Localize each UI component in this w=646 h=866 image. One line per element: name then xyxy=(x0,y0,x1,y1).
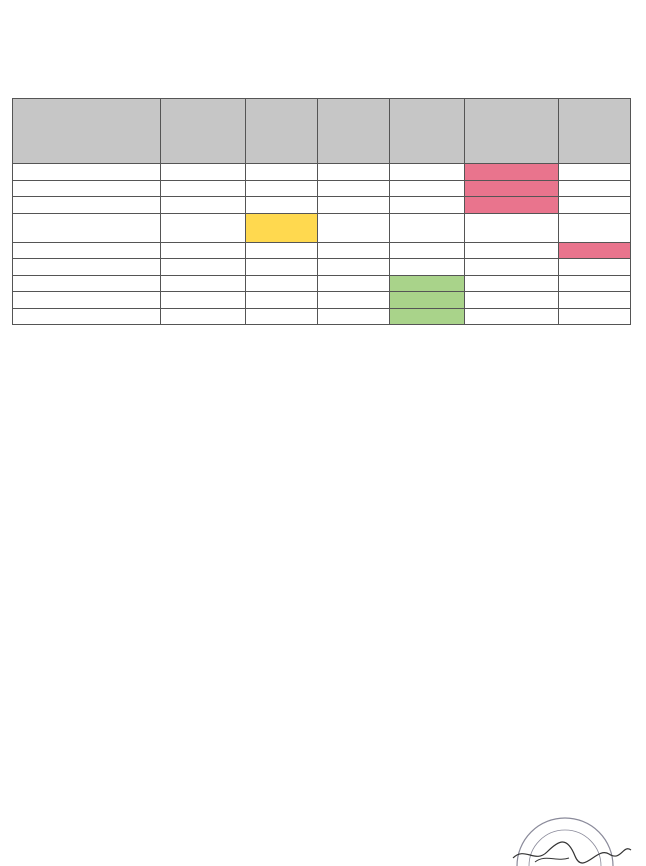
cell-1ere xyxy=(390,292,465,309)
cell-cap xyxy=(246,308,318,325)
header-3e-prepa xyxy=(161,99,246,164)
cell-cap xyxy=(246,197,318,214)
row-date xyxy=(13,197,161,214)
cell-cap xyxy=(246,242,318,259)
cell-3e-prepa xyxy=(161,259,246,276)
cell-terminale xyxy=(465,308,559,325)
header-date xyxy=(13,99,161,164)
cell-terminale xyxy=(465,180,559,197)
cell-2nde xyxy=(318,242,390,259)
cell-3e-prepa xyxy=(161,308,246,325)
row-date xyxy=(13,242,161,259)
registration-calendar-table xyxy=(12,98,631,325)
cell-cap xyxy=(246,164,318,181)
cell-2nde xyxy=(318,197,390,214)
cell-terminale xyxy=(465,197,559,214)
cell-cap xyxy=(246,275,318,292)
cell-2nde xyxy=(318,275,390,292)
cell-1ere xyxy=(390,164,465,181)
row-date xyxy=(13,259,161,276)
cell-2nde xyxy=(318,164,390,181)
cell-1ere xyxy=(390,275,465,292)
cell-bts xyxy=(559,275,631,292)
table-row xyxy=(13,213,631,242)
cell-3e-prepa xyxy=(161,292,246,309)
document-header xyxy=(22,5,636,19)
cell-3e-prepa xyxy=(161,275,246,292)
cell-bts xyxy=(559,292,631,309)
table-row xyxy=(13,275,631,292)
cell-bts xyxy=(559,242,631,259)
cell-3e-prepa xyxy=(161,213,246,242)
cell-3e-prepa xyxy=(161,242,246,259)
table-row xyxy=(13,292,631,309)
table-row xyxy=(13,242,631,259)
cell-1ere xyxy=(390,259,465,276)
header-1ere-bac-pro xyxy=(390,99,465,164)
cell-bts xyxy=(559,180,631,197)
table-row xyxy=(13,308,631,325)
cell-cap xyxy=(246,180,318,197)
cell-1ere xyxy=(390,242,465,259)
cell-2nde xyxy=(318,259,390,276)
cell-terminale xyxy=(465,275,559,292)
cell-bts xyxy=(559,197,631,214)
cell-2nde xyxy=(318,180,390,197)
cell-3e-prepa xyxy=(161,180,246,197)
cell-cap xyxy=(246,213,318,242)
row-date xyxy=(13,164,161,181)
header-bts-gtla xyxy=(559,99,631,164)
row-date xyxy=(13,180,161,197)
cell-2nde xyxy=(318,292,390,309)
cell-1ere xyxy=(390,308,465,325)
header-cap xyxy=(246,99,318,164)
cell-cap xyxy=(246,259,318,276)
cell-1ere xyxy=(390,213,465,242)
cell-cap xyxy=(246,292,318,309)
cell-bts xyxy=(559,164,631,181)
table-row xyxy=(13,164,631,181)
cell-3e-prepa xyxy=(161,197,246,214)
cell-1ere xyxy=(390,180,465,197)
table-row xyxy=(13,259,631,276)
header-2nde-bac-pro xyxy=(318,99,390,164)
cell-terminale xyxy=(465,242,559,259)
cell-2nde xyxy=(318,308,390,325)
table-header-row xyxy=(13,99,631,164)
cell-terminale xyxy=(465,164,559,181)
table-row xyxy=(13,180,631,197)
cell-terminale xyxy=(465,213,559,242)
cell-bts xyxy=(559,308,631,325)
cell-terminale xyxy=(465,259,559,276)
cell-bts xyxy=(559,259,631,276)
row-date xyxy=(13,275,161,292)
cell-1ere xyxy=(390,197,465,214)
cell-terminale xyxy=(465,292,559,309)
table-row xyxy=(13,197,631,214)
official-stamp-signature xyxy=(505,806,635,866)
row-date xyxy=(13,308,161,325)
row-date xyxy=(13,292,161,309)
cell-bts xyxy=(559,213,631,242)
header-terminale-bac-pro xyxy=(465,99,559,164)
cell-2nde xyxy=(318,213,390,242)
cell-3e-prepa xyxy=(161,164,246,181)
row-date xyxy=(13,213,161,242)
